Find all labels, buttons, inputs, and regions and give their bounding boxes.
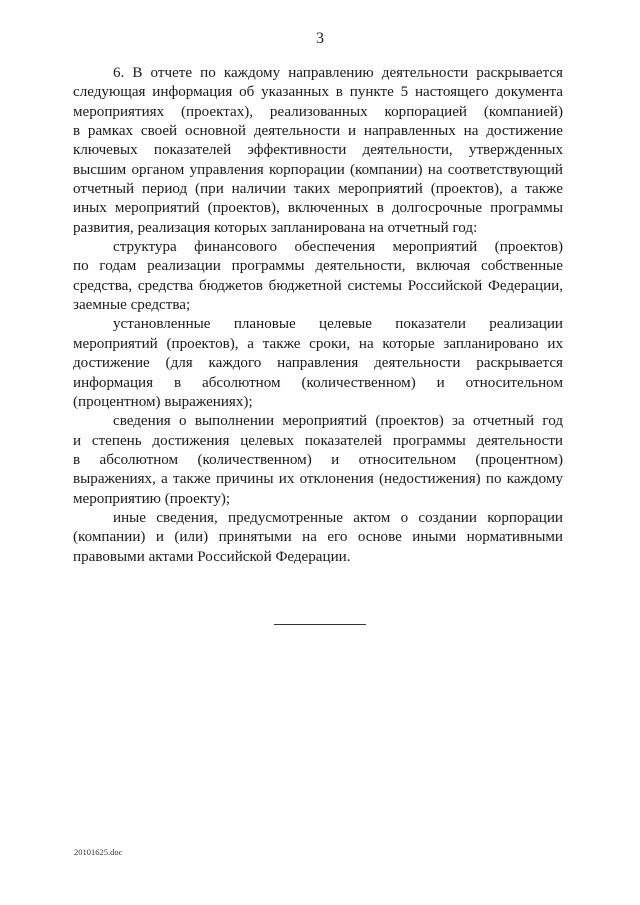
text-line: высшим органом управления корпорации (компании) на соответствующий	[73, 161, 563, 178]
paragraph-financing-structure	[73, 238, 563, 315]
text-line: заемные средства;	[73, 297, 191, 314]
paragraph-execution-info	[73, 412, 563, 509]
text-line: в абсолютном (количественном) и относительном (процентном)	[73, 451, 563, 468]
text-line: по годам реализации программы деятельности, включая собственные	[73, 258, 563, 275]
text-line: средства, средства бюджетов бюджетной системы Российской Федерации,	[73, 277, 563, 294]
text-line: отчетный период (при наличии таких мероприятий (проектов), а также	[73, 181, 563, 198]
text-line: мероприятиях (проектах), реализованных корпорацией (компанией)	[73, 103, 563, 120]
text-line: следующая информация об указанных в пункте 5 настоящего документа	[73, 84, 563, 101]
text-line: в рамках своей основной деятельности и направленных на достижение	[73, 123, 563, 140]
text-line: ключевых показателей эффективности деятельности, утвержденных	[73, 142, 563, 159]
paragraph-target-indicators	[73, 315, 563, 412]
text-line: иных мероприятий (проектов), включенных в долгосрочные программы	[73, 200, 563, 217]
text-line: выражениях, а также причины их отклонения (недостижения) по каждому	[73, 471, 563, 488]
text-line: и степень достижения целевых показателей программы деятельности	[73, 432, 563, 449]
text-line: мероприятий (проектов), а также сроки, на которые запланировано их	[73, 335, 563, 352]
paragraph-other-info	[73, 509, 563, 567]
document-file-id: 20101625.doc	[74, 847, 123, 857]
paragraph-6-intro	[73, 64, 563, 238]
text-line: достижение (для каждого направления деятельности раскрывается	[73, 355, 563, 372]
end-separator-line	[274, 624, 366, 625]
text-line: 6. В отчете по каждому направлению деятельности раскрывается	[113, 65, 563, 81]
text-line: мероприятию (проекту);	[73, 490, 231, 507]
text-line: иные сведения, предусмотренные актом о создании корпорации	[113, 509, 563, 526]
text-line: сведения о выполнении мероприятий (проектов) за отчетный год	[113, 413, 563, 430]
text-line: (процентном) выражениях);	[73, 393, 253, 410]
page-number: 3	[316, 30, 324, 47]
text-line: (компании) и (или) принятыми на его основе иными нормативными	[73, 529, 563, 546]
text-line: информация в абсолютном (количественном) и относительном	[73, 374, 563, 391]
text-line: установленные плановые целевые показатели реализации	[113, 316, 563, 333]
text-line: структура финансового обеспечения мероприятий (проектов)	[113, 239, 563, 256]
text-line: правовыми актами Российской Федерации.	[73, 548, 351, 565]
text-line: развития, реализация которых запланирована на отчетный год:	[73, 219, 478, 236]
document-body	[73, 64, 563, 567]
